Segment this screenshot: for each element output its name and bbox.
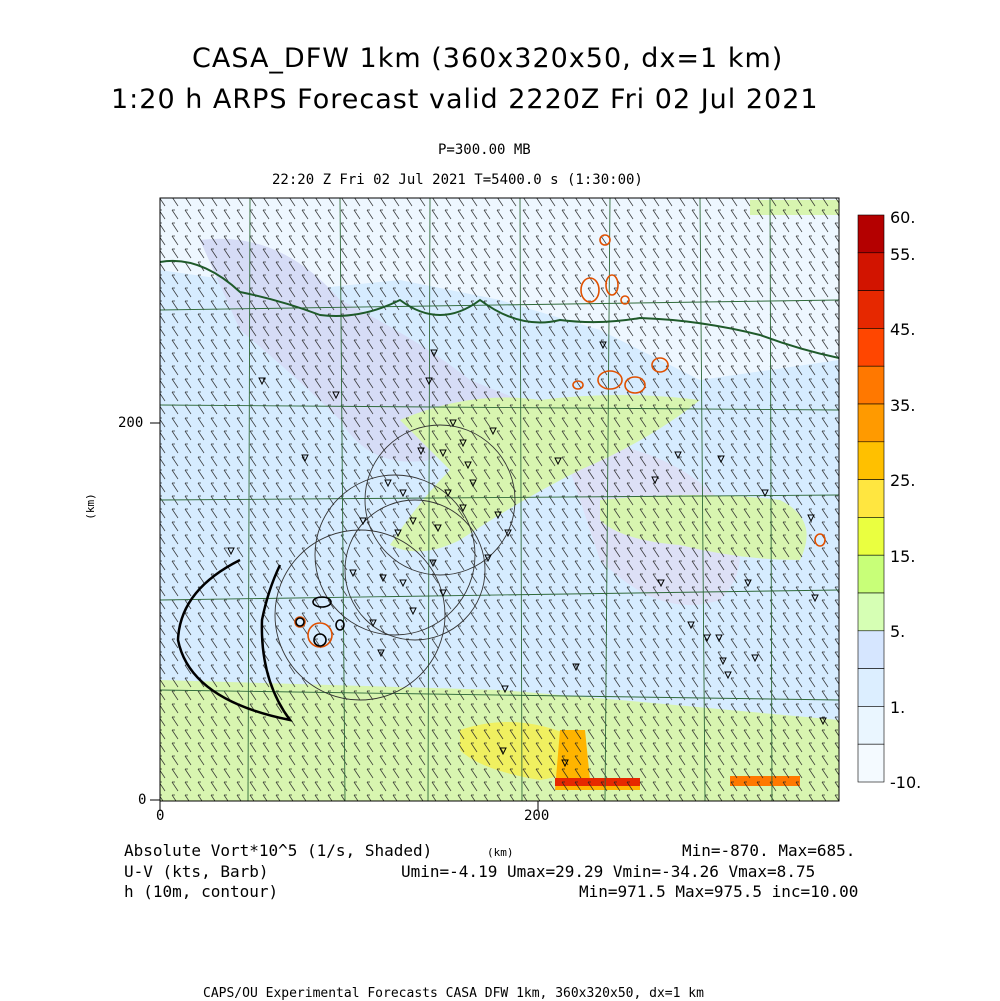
y-tick-0: 0: [138, 792, 147, 808]
colorbar-swatch: [858, 631, 884, 669]
colorbar-swatch: [858, 744, 884, 782]
field-3-label: h (10m, contour): [124, 882, 279, 901]
colorbar-label-25: 25.: [890, 471, 916, 490]
colorbar-swatch: [858, 669, 884, 707]
colorbar-label-5: 5.: [890, 622, 906, 641]
valid-time: 22:20 Z Fri 02 Jul 2021 T=5400.0 s (1:30:00): [272, 172, 643, 188]
field-1-label: Absolute Vort*10^5 (1/s, Shaded): [124, 841, 433, 860]
colorbar: [858, 215, 884, 782]
pressure-level: P=300.00 MB: [438, 142, 531, 158]
x-axis-unit: (km): [487, 846, 514, 859]
colorbar-label-45: 45.: [890, 320, 916, 339]
title-line-2: 1:20 h ARPS Forecast valid 2220Z Fri 02 Jul 2021: [111, 84, 819, 115]
colorbar-swatch: [858, 328, 884, 366]
colorbar-swatch: [858, 517, 884, 555]
colorbar-label-minus10: -10.: [890, 773, 922, 792]
colorbar-label-60: 60.: [890, 208, 916, 227]
colorbar-label-1: 1.: [890, 698, 906, 717]
colorbar-swatch: [858, 593, 884, 631]
field-3-stats: Min=971.5 Max=975.5 inc=10.00: [579, 882, 859, 901]
colorbar-swatch: [858, 442, 884, 480]
colorbar-swatch: [858, 480, 884, 518]
x-tick-200: 200: [524, 808, 550, 824]
colorbar-swatch: [858, 215, 884, 253]
colorbar-label-15: 15.: [890, 547, 916, 566]
field-1-stats: Min=-870. Max=685.: [682, 841, 856, 860]
title-line-1: CASA_DFW 1km (360x320x50, dx=1 km): [192, 43, 784, 74]
field-2-label: U-V (kts, Barb): [124, 862, 269, 881]
colorbar-swatch: [858, 555, 884, 593]
x-tick-0: 0: [156, 808, 165, 824]
colorbar-swatch: [858, 706, 884, 744]
colorbar-swatch: [858, 366, 884, 404]
colorbar-swatch: [858, 404, 884, 442]
credit-line: CAPS/OU Experimental Forecasts CASA DFW 1km, 360x320x50, dx=1 km: [203, 986, 704, 1001]
colorbar-swatch: [858, 253, 884, 291]
colorbar-label-35: 35.: [890, 396, 916, 415]
colorbar-swatch: [858, 291, 884, 329]
field-2-stats: Umin=-4.19 Umax=29.29 Vmin=-34.26 Vmax=8.75: [401, 862, 816, 881]
y-axis-unit: (km): [83, 493, 97, 520]
colorbar-label-55: 55.: [890, 245, 916, 264]
y-tick-200: 200: [118, 415, 144, 431]
